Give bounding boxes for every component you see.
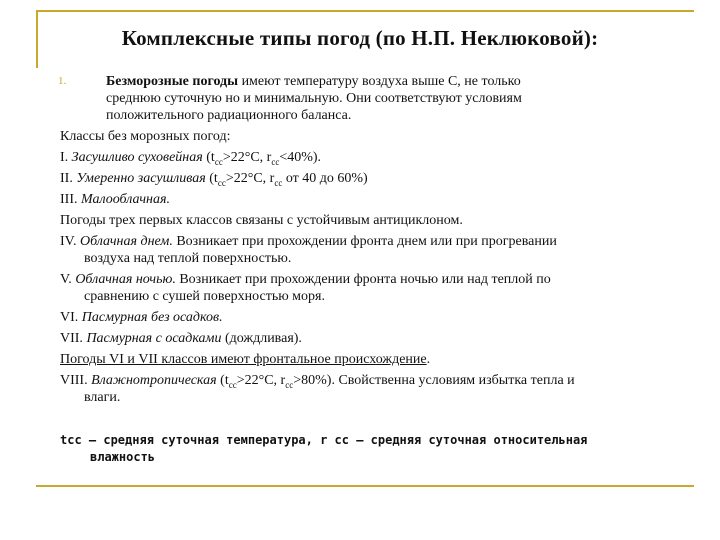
class-5-text: Возникает при прохождении фронта ночью или над теплой по	[175, 272, 551, 287]
class-7	[60, 330, 690, 347]
p1-line1: имеют температуру воздуха выше С, не только	[238, 74, 521, 89]
class-2-text-b: >22°С, r	[225, 171, 275, 186]
class-1-text-c: <40%).	[279, 150, 322, 165]
class-2	[60, 170, 690, 187]
class-2-num: II.	[60, 171, 77, 186]
slide-title: Комплексные типы погод (по Н.П. Неклюковой):	[121, 26, 599, 50]
class-4-num: IV.	[60, 234, 80, 249]
class-5	[60, 271, 690, 288]
class-3-name: Малооблачная.	[81, 192, 170, 207]
footnote-line1: tcc – средняя суточная температура, r cc – средняя суточная относительная	[60, 433, 588, 447]
class-2-sub-a: cc	[217, 177, 226, 188]
class-1-sub-b: cc	[271, 156, 280, 167]
class-1-num: I.	[60, 150, 72, 165]
list-item-1	[60, 73, 690, 90]
class-7-text: (дождливая).	[221, 331, 302, 346]
term-frostless: Безморозные погоды	[106, 74, 239, 89]
class-8-text-b: >22°С, r	[236, 373, 286, 388]
top-rule	[36, 10, 694, 12]
class-4-text: Возникает при прохождении фронта днем или при прогревании	[172, 234, 557, 249]
class-8-text-c: >80%). Свойственна условиям избытка тепла и	[293, 373, 575, 388]
class-3	[60, 191, 690, 208]
class-2-sub-b: cc	[274, 177, 283, 188]
note-anticyclone: Погоды трех первых классов связаны с устойчивым антициклоном.	[60, 213, 463, 228]
class-4-name: Облачная днем.	[79, 234, 173, 249]
class-5-cont: сравнению с сушей поверхностью моря.	[84, 289, 325, 304]
class-8-sub-a: cc	[228, 379, 237, 390]
class-5-num: V.	[60, 272, 76, 287]
class-8-text-a: (t	[216, 373, 229, 388]
class-6-name: Пасмурная без осадков.	[81, 310, 223, 325]
bottom-rule	[36, 485, 694, 487]
footnote-line2: влажность	[90, 450, 156, 464]
class-7-num: VII.	[60, 331, 87, 346]
class-8-num: VIII.	[60, 373, 92, 388]
class-1-sub-a: cc	[214, 156, 223, 167]
slide-body	[60, 73, 690, 410]
class-2-text-a: (t	[205, 171, 218, 186]
class-2-text-c: от 40 до 60%)	[282, 171, 368, 186]
p1-line2: среднюю суточную но и минимальную. Они соответствуют условиям	[106, 91, 522, 106]
class-1-name: Засушливо суховейная	[71, 150, 203, 165]
p1-line3: положительного радиационного баланса.	[106, 108, 352, 123]
class-8-sub-b: cc	[285, 379, 294, 390]
classes-intro: Классы без морозных погод:	[60, 129, 231, 144]
note-frontal-end: .	[426, 352, 431, 367]
class-2-name: Умеренно засушливая	[76, 171, 206, 186]
class-8-cont: влаги.	[84, 390, 121, 405]
class-6-num: VI.	[60, 310, 82, 325]
note-frontal-text: Погоды VI и VII классов имеют фронтальное происхождение	[60, 352, 427, 367]
class-1	[60, 149, 690, 166]
class-8-name: Влажнотропическая	[91, 373, 217, 388]
class-5-name: Облачная ночью.	[75, 272, 176, 287]
class-1-text-b: >22°С, r	[222, 150, 272, 165]
class-7-name: Пасмурная с осадками	[86, 331, 222, 346]
class-6	[60, 309, 690, 326]
class-1-text-a: (t	[202, 150, 215, 165]
class-4	[60, 233, 690, 250]
class-3-num: III.	[60, 192, 81, 207]
note-frontal	[60, 351, 690, 368]
footnote	[60, 432, 660, 466]
class-8	[60, 372, 690, 389]
list-marker: 1.	[58, 75, 67, 87]
class-4-cont: воздуха над теплой поверхностью.	[84, 251, 292, 266]
